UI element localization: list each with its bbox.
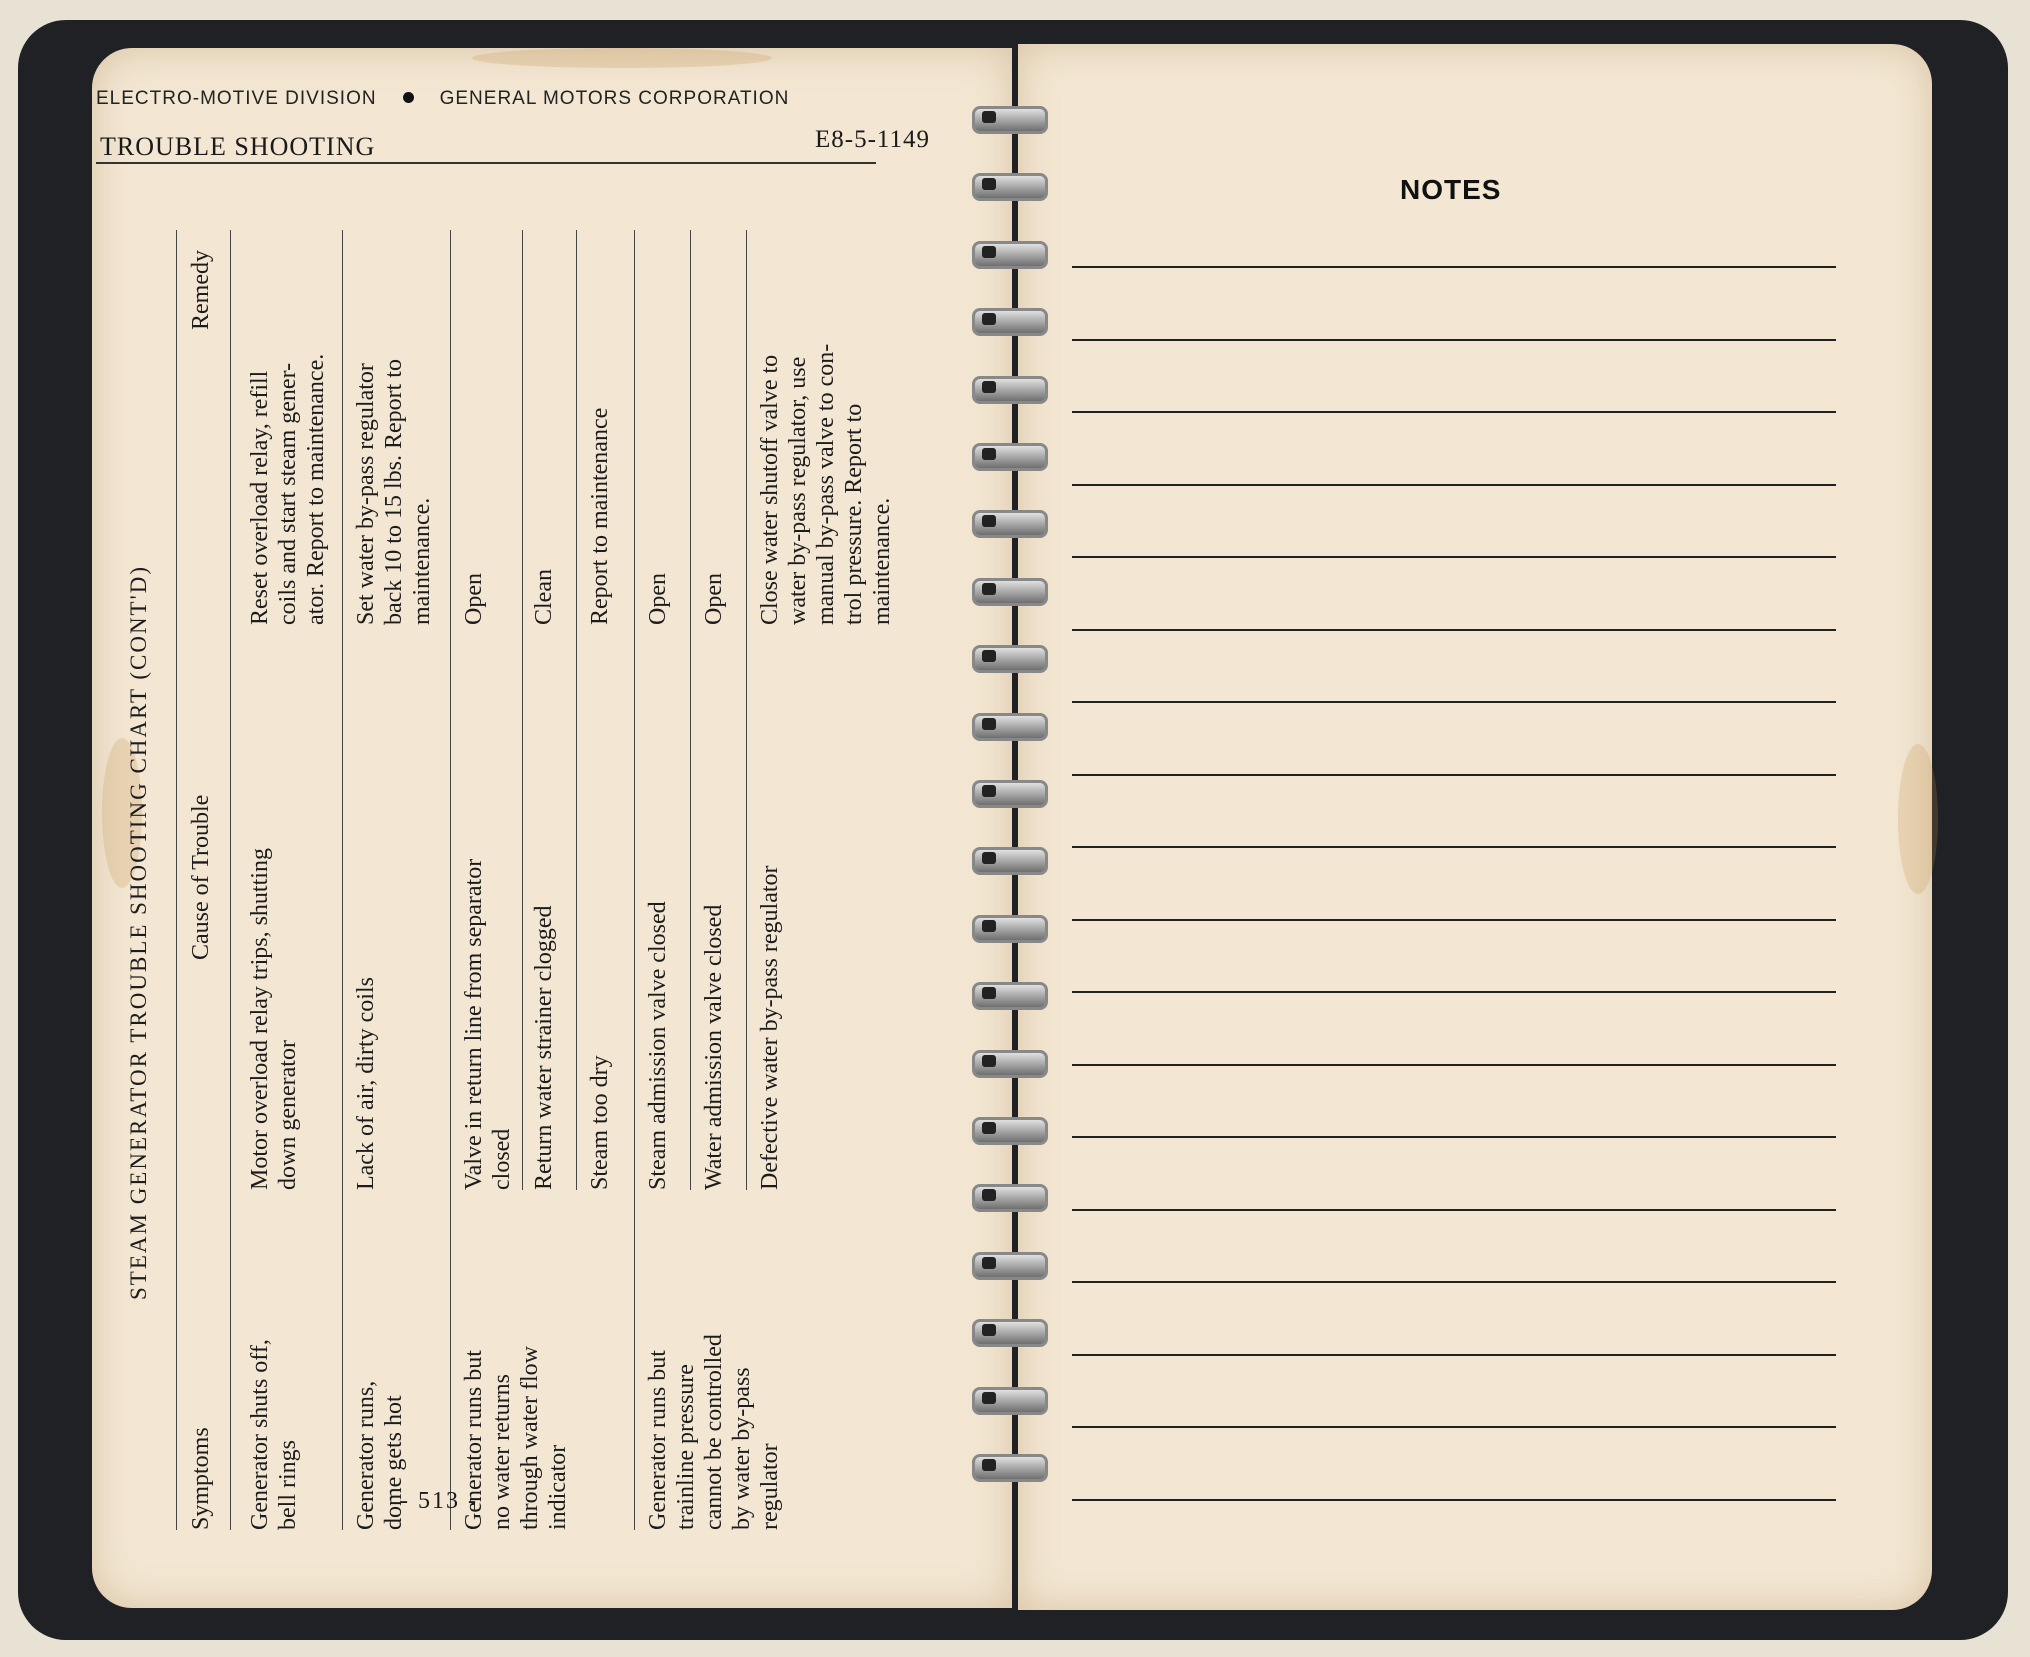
note-ruled-line <box>1072 411 1836 413</box>
spiral-coil <box>972 1117 1044 1143</box>
note-ruled-line <box>1072 266 1836 268</box>
table-rule <box>634 230 635 1530</box>
cause-cell: Lack of air, dirty coils <box>353 977 379 1190</box>
punch-hole <box>982 583 996 595</box>
spiral-coil <box>972 713 1044 739</box>
page-header <box>96 88 789 110</box>
trouble-chart <box>118 230 895 1530</box>
spiral-coil <box>972 578 1044 604</box>
symptom-cell: Generator shuts off, bell rings <box>247 1339 301 1530</box>
symptom-cell: Generator runs, dome gets hot <box>353 1380 407 1530</box>
punch-hole <box>982 852 996 864</box>
cause-cell: Return water strainer clogged <box>531 905 557 1190</box>
cause-cell: Motor overload relay trips, shutting down generator <box>247 848 301 1190</box>
spiral-coil <box>972 847 1044 873</box>
spiral-coil <box>972 1387 1044 1413</box>
corporation-name: GENERAL MOTORS CORPORATION <box>439 88 790 109</box>
punch-hole <box>982 381 996 393</box>
punch-hole <box>982 515 996 527</box>
note-ruled-line <box>1072 1354 1836 1356</box>
notes-title: NOTES <box>1400 174 1502 205</box>
symptom-cell: Generator runs but no water returns through water flow indicator <box>461 1346 571 1530</box>
note-ruled-line <box>1072 1281 1836 1283</box>
punch-hole <box>982 1189 996 1201</box>
spiral-coil <box>972 106 1044 132</box>
remedy-cell: Clean <box>531 569 557 625</box>
note-ruled-line <box>1072 339 1836 341</box>
cause-cell: Defective water by-pass regulator <box>757 865 783 1190</box>
page-stain <box>472 48 772 68</box>
punch-hole <box>982 1459 996 1471</box>
header-divider <box>96 162 876 164</box>
column-header-cause: Cause of Trouble <box>188 794 214 960</box>
note-ruled-line <box>1072 629 1836 631</box>
spiral-coil <box>972 982 1044 1008</box>
remedy-cell: Reset overload relay, refill coils and start steam gener- ator. Report to maintenance. <box>247 353 329 625</box>
spiral-coil <box>972 1184 1044 1210</box>
punch-hole <box>982 313 996 325</box>
punch-hole <box>982 785 996 797</box>
note-ruled-line <box>1072 1136 1836 1138</box>
table-rule <box>342 230 343 1530</box>
spiral-coil <box>972 780 1044 806</box>
punch-hole <box>982 987 996 999</box>
spiral-coil <box>972 1050 1044 1076</box>
page-number: - 513 - <box>400 1488 478 1514</box>
remedy-cell: Open <box>461 573 487 625</box>
table-rule <box>576 230 577 1190</box>
note-ruled-line <box>1072 774 1836 776</box>
table-rule <box>746 230 747 1190</box>
section-title: TROUBLE SHOOTING <box>100 132 376 161</box>
spiral-coil <box>972 1454 1044 1480</box>
punch-hole <box>982 1257 996 1269</box>
punch-hole <box>982 246 996 258</box>
punch-hole <box>982 1392 996 1404</box>
spiral-coil <box>972 510 1044 536</box>
symptom-cell: Generator runs but trainline pressure cannot be controlled by water by-pass regulator <box>645 1334 783 1530</box>
spiral-coil <box>972 241 1044 267</box>
spiral-coil <box>972 376 1044 402</box>
punch-hole <box>982 1122 996 1134</box>
spiral-coil <box>972 645 1044 671</box>
punch-hole <box>982 178 996 190</box>
punch-hole <box>982 920 996 932</box>
remedy-cell: Close water shutoff valve to water by-pass regulator, use manual by-pass valve to con- trol pressure. Report to maintenance. <box>757 343 895 625</box>
column-header-remedy: Remedy <box>188 250 214 330</box>
note-ruled-line <box>1072 846 1836 848</box>
cause-cell: Water admission valve closed <box>701 904 727 1190</box>
spiral-coil <box>972 915 1044 941</box>
note-ruled-line <box>1072 1064 1836 1066</box>
note-ruled-line <box>1072 1499 1836 1501</box>
punch-hole <box>982 718 996 730</box>
bullet-icon <box>403 92 414 103</box>
note-ruled-line <box>1072 1209 1836 1211</box>
table-rule <box>176 230 177 1530</box>
cause-cell: Steam admission valve closed <box>645 901 671 1190</box>
spiral-coil <box>972 1319 1044 1345</box>
table-rule <box>522 230 523 1190</box>
right-page <box>1018 44 1932 1610</box>
remedy-cell: Open <box>701 573 727 625</box>
spiral-coil <box>972 173 1044 199</box>
table-rule <box>690 230 691 1190</box>
note-ruled-line <box>1072 556 1836 558</box>
note-ruled-line <box>1072 484 1836 486</box>
table-rule <box>230 230 231 1530</box>
document-code: E8-5-1149 <box>815 126 930 153</box>
punch-hole <box>982 1055 996 1067</box>
remedy-cell: Open <box>645 573 671 625</box>
chart-title: STEAM GENERATOR TROUBLE SHOOTING CHART (CONT'D) <box>126 564 151 1300</box>
cause-cell: Steam too dry <box>587 1055 613 1190</box>
punch-hole <box>982 650 996 662</box>
note-ruled-line <box>1072 1426 1836 1428</box>
division-name: ELECTRO-MOTIVE DIVISION <box>96 88 377 109</box>
remedy-cell: Report to maintenance <box>587 407 613 625</box>
spiral-coil <box>972 308 1044 334</box>
note-ruled-line <box>1072 701 1836 703</box>
cause-cell: Valve in return line from separator closed <box>461 858 515 1190</box>
table-rule <box>450 230 451 1530</box>
punch-hole <box>982 448 996 460</box>
remedy-cell: Set water by-pass regulator back 10 to 15 lbs. Report to maintenance. <box>353 359 435 625</box>
spiral-coil <box>972 443 1044 469</box>
note-ruled-line <box>1072 919 1836 921</box>
note-ruled-line <box>1072 991 1836 993</box>
spiral-coil <box>972 1252 1044 1278</box>
punch-hole <box>982 111 996 123</box>
punch-hole <box>982 1324 996 1336</box>
page-stain <box>1898 744 1938 894</box>
column-header-symptoms: Symptoms <box>188 1427 214 1530</box>
